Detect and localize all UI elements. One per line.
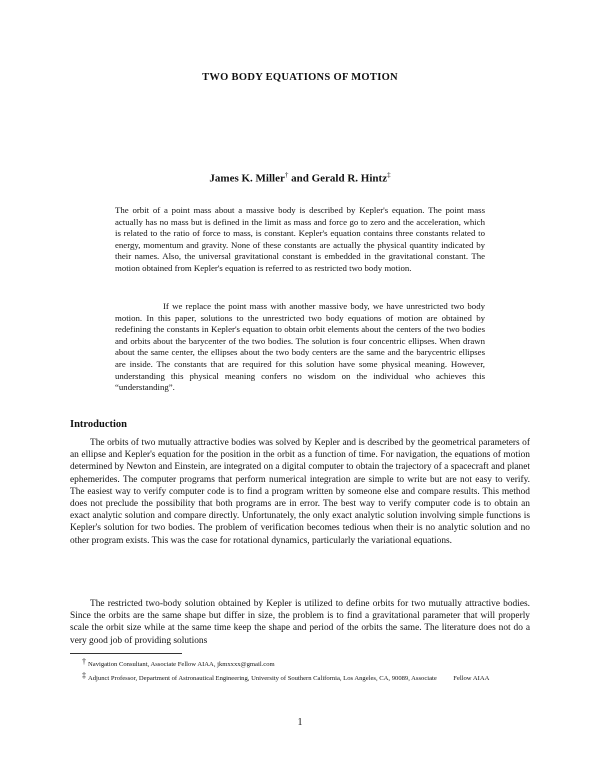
footnote-mark-1: † bbox=[284, 171, 289, 179]
body-paragraph-1: The orbits of two mutually attractive bodies was solved by Kepler and is described by the geometrical parameters of an ellipse and Kepler's equation for the position in the orbit as a function of time. For navigation, the equations of motion determined by Newton and Einstein, are integrated on a digital computer to obtain the trajectory of a spacecraft and planet ephemerides. The computer programs that perform numerical integration are simple to write but are not easy to verify. The easiest way to verify computer code is to find a program written by someone else and compare results. This method does not preclude the possibility that both programs are in error. The best way to verify computer code is to obtain an exact analytic solution and compare directly. Unfortunately, the only exact analytic solution involving simple functions is Kepler's solution for two bodies. The problem of verification becomes tedious when their is no analytic solution and no other program exists. This was the case for rotational dynamics, particularly the variational equations. bbox=[70, 438, 530, 546]
footnote-2 bbox=[70, 671, 530, 684]
footnote-1 bbox=[70, 657, 530, 670]
footnote-1-mark: † bbox=[82, 657, 86, 666]
footnote-2-text: Adjunct Professor, Department of Astronautical Engineering, University of Southern California, Los Angeles, CA, 90089, Associate Fellow AIAA bbox=[88, 675, 490, 682]
author-name-2: Gerald R. Hintz bbox=[311, 172, 388, 185]
abstract-paragraph-1: The orbit of a point mass about a massive body is described by Kepler's equation. The point mass actually has no mass but is defined in the limit as mass and force go to zero and the acceleration, which is related to the ratio of force to mass, is constant. Kepler's equation contains three constants related to energy, momentum and gravity. None of these constants are actually the physical quantity indicated by their names. Also, the universal gravitational constant is embedded in the gravitational constant. The motion obtained from Kepler's equation is referred to as restricted two body motion. bbox=[115, 205, 485, 273]
footnote-rule bbox=[70, 653, 182, 654]
footnote-1-text: Navigation Consultant, Associate Fellow AIAA, jkmxxxx@gmail.com bbox=[88, 661, 275, 668]
section-heading: Introduction bbox=[70, 419, 127, 430]
footnote-2-mark: ‡ bbox=[82, 671, 86, 680]
footnote-mark-2: ‡ bbox=[387, 171, 391, 179]
page-number: 1 bbox=[297, 717, 303, 728]
abstract-paragraph-2: If we replace the point mass with another massive body, we have unrestricted two body motion. In this paper, solutions to the unrestricted two body equations of motion are obtained by redefining the constants in Kepler's equation to obtain orbit elements about the centers of the two bodies and orbits about the barycenter of the two bodies. The solution is four concentric ellipses. When drawn about the same center, the ellipses about the two body centers are the same and the barycentric ellipses are inside. The constants that are required for this solution have some physical meaning. However, understanding this physical meaning confers no wisdom on the individual who achieves this “understanding”. bbox=[115, 301, 485, 393]
paper-title: TWO BODY EQUATIONS OF MOTION bbox=[202, 72, 398, 83]
author-line bbox=[0, 171, 600, 185]
author-name-1: James K. Miller bbox=[209, 172, 285, 185]
body-paragraph-2: The restricted two-body solution obtained by Kepler is utilized to define orbits for two mutually attractive bodies. Since the orbits are the same shape but differ in size, the problem is to find a gravitational parameter that will properly scale the orbit size while at the same time keep the shape and period of the orbits the same. The literature does not do a very good job of providing solutions bbox=[70, 599, 530, 646]
author-conjunction: and bbox=[288, 172, 312, 185]
